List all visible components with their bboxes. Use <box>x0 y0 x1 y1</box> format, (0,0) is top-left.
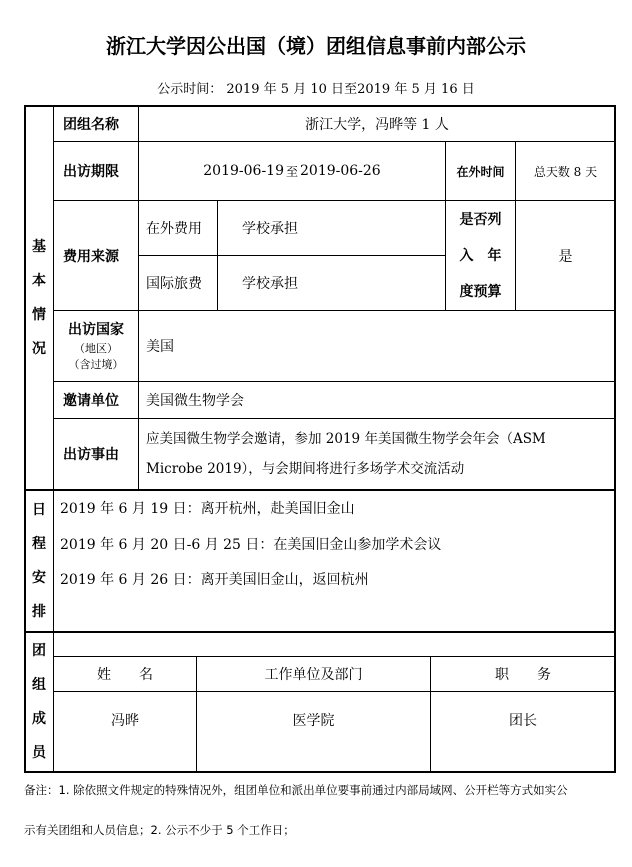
schedule-item: 2019 年 6 月 26 日：离开美国旧金山，返回杭州 <box>60 572 369 588</box>
announce-end-day: 16 <box>441 82 458 97</box>
travel-cost-label: 国际旅费 <box>146 276 202 292</box>
section-char: 情 <box>32 306 46 323</box>
travel-cost-value: 学校承担 <box>242 276 298 292</box>
announce-start-day: 10 <box>310 82 327 97</box>
announce-to: 至 <box>344 82 358 97</box>
section-char: 况 <box>32 340 46 357</box>
purpose-line: 应美国微生物学会邀请，参加 2019 年美国微生物学会年会（ASM <box>146 431 546 447</box>
page-title: 浙江大学因公出国（境）团组信息事前内部公示 <box>106 34 526 58</box>
note-line-1: 备注：1. 除依照文件规定的特殊情况外，组团单位和派出单位要事前通过内部局域网、公开栏等方式如实公 <box>24 783 568 797</box>
visit-end-date: 2019-06-26 <box>300 163 381 179</box>
schedule-item: 2019 年 6 月 20 日-6 月 25 日：在美国旧金山参加学术会议 <box>60 537 442 553</box>
inviter-label: 邀请单位 <box>63 393 119 409</box>
table-bottom-border <box>24 771 616 773</box>
unit-month: 月 <box>293 82 307 97</box>
inviter-value: 美国微生物学会 <box>146 393 244 409</box>
section-char: 员 <box>32 744 46 761</box>
funding-label: 费用来源 <box>63 248 119 265</box>
section-char: 日 <box>32 501 46 518</box>
announce-start-month: 5 <box>280 82 290 97</box>
abroad-time-label: 在外时间 <box>456 164 505 179</box>
member-position: 团长 <box>509 713 537 729</box>
unit-day: 日 <box>461 82 475 97</box>
schedule-item: 2019 年 6 月 19 日：离开杭州，赴美国旧金山 <box>60 501 355 517</box>
section-divider-schedule <box>24 631 616 633</box>
announce-label: 公示时间： <box>157 82 223 97</box>
col-divider <box>217 200 218 310</box>
country-label-main: 出访国家 <box>68 322 124 338</box>
section-members-label <box>25 632 53 771</box>
members-header-position: 职 务 <box>495 667 551 683</box>
unit-year: 年 <box>263 82 277 97</box>
budget-label-line: 入 年 <box>459 247 502 264</box>
country-label-sub: （地区） <box>74 342 118 355</box>
section-char: 程 <box>32 535 46 552</box>
visit-period-label: 出访期限 <box>63 164 119 180</box>
abroad-time-value: 总天数 8 天 <box>533 164 598 179</box>
announce-end-year: 2019 <box>357 82 391 97</box>
group-name-label: 团组名称 <box>63 116 119 133</box>
announce-period <box>0 78 632 97</box>
note-line-2: 示有关团组和人员信息；2. 公示不少于 5 个工作日； <box>24 823 295 837</box>
section-basic-label <box>25 106 53 489</box>
section-char: 成 <box>32 710 46 727</box>
unit-month: 月 <box>423 82 437 97</box>
unit-day: 日 <box>331 82 345 97</box>
announce-end-month: 5 <box>411 82 420 97</box>
budget-label <box>446 201 515 310</box>
announce-start-year: 2019 <box>226 82 260 97</box>
abroad-cost-label: 在外费用 <box>146 221 202 237</box>
budget-label-line: 度预算 <box>459 283 502 300</box>
section-char: 排 <box>32 603 46 620</box>
country-label-sub: （含过境） <box>68 358 124 371</box>
visit-to: 至 <box>285 164 298 179</box>
purpose-label: 出访事由 <box>63 447 119 463</box>
purpose-value <box>146 419 616 489</box>
section-char: 安 <box>32 569 46 586</box>
member-unit: 医学院 <box>292 713 335 729</box>
member-name: 冯晔 <box>111 713 139 729</box>
budget-label-line: 是否列 <box>459 211 502 228</box>
visit-start-date: 2019-06-19 <box>203 163 284 179</box>
section-char: 组 <box>32 676 46 693</box>
budget-value: 是 <box>558 248 573 265</box>
section-char: 本 <box>32 272 46 289</box>
country-value: 美国 <box>146 339 174 355</box>
group-name-value: 浙江大学，冯晔等 1 人 <box>305 116 449 133</box>
country-label <box>54 311 138 381</box>
abroad-cost-value: 学校承担 <box>242 221 298 237</box>
section-divider-basic <box>24 489 616 491</box>
visit-period-value <box>139 142 445 200</box>
section-schedule-label <box>25 490 53 631</box>
section-char: 基 <box>32 238 46 255</box>
unit-year: 年 <box>394 82 408 97</box>
purpose-line: Microbe 2019），与会期间将进行多场学术交流活动 <box>146 461 465 477</box>
section-char: 团 <box>32 642 46 659</box>
members-header-name: 姓 名 <box>97 667 153 683</box>
members-header-unit: 工作单位及部门 <box>264 667 363 683</box>
